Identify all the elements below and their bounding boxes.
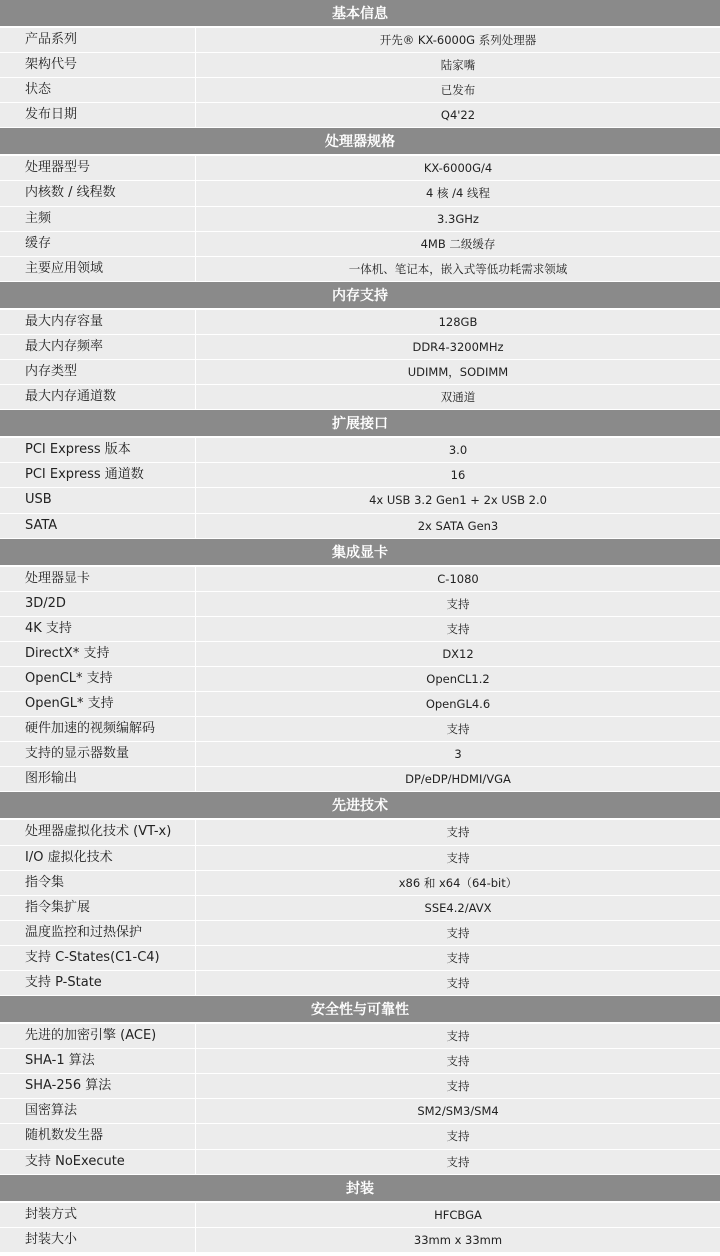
row-label: PCI Express 版本	[0, 438, 196, 462]
table-row	[0, 28, 720, 53]
row-label: OpenGL* 支持	[0, 692, 196, 716]
row-label: 硬件加速的视频编解码	[0, 717, 196, 741]
table-row	[0, 1124, 720, 1149]
row-value: Q4'22	[440, 108, 476, 123]
row-label: 发布日期	[0, 103, 196, 127]
table-row	[0, 820, 720, 845]
table-row	[0, 1203, 720, 1228]
row-label: 处理器虚拟化技术 (VT-x)	[0, 820, 196, 844]
table-row	[0, 871, 720, 896]
row-value: OpenCL1.2	[426, 671, 490, 686]
row-label: 处理器显卡	[0, 567, 196, 591]
table-row	[0, 335, 720, 360]
row-label: 内核数 / 线程数	[0, 181, 196, 205]
table-row	[0, 78, 720, 103]
section-header: 处理器规格	[0, 128, 720, 156]
table-row	[0, 257, 720, 282]
row-label: 状态	[0, 78, 196, 102]
table-row	[0, 717, 720, 742]
row-label: 温度监控和过热保护	[0, 921, 196, 945]
row-value: 支持	[446, 925, 470, 940]
table-row	[0, 156, 720, 181]
table-row	[0, 232, 720, 257]
row-value: UDIMM，SODIMM	[407, 365, 509, 380]
row-value: 支持	[446, 722, 470, 737]
section-header: 扩展接口	[0, 410, 720, 438]
table-row	[0, 488, 720, 513]
row-value: 4x USB 3.2 Gen1 + 2x USB 2.0	[369, 493, 547, 508]
row-value: SSE4.2/AVX	[424, 900, 492, 915]
row-label: 支持 NoExecute	[0, 1150, 196, 1174]
row-value: 一体机、笔记本，嵌入式等低功耗需求领域	[348, 261, 568, 276]
row-value: 3.3GHz	[437, 211, 479, 226]
row-value: 已发布	[440, 83, 476, 98]
row-label: 最大内存容量	[0, 310, 196, 334]
row-value: 2x SATA Gen3	[417, 518, 499, 533]
row-label: 缓存	[0, 232, 196, 256]
table-row	[0, 767, 720, 792]
row-value: 开先® KX-6000G 系列处理器	[379, 33, 537, 47]
table-row	[0, 360, 720, 385]
row-label: 3D/2D	[0, 592, 196, 616]
row-value: DX12	[442, 646, 474, 661]
row-value: OpenGL4.6	[425, 697, 491, 712]
table-row	[0, 592, 720, 617]
table-row	[0, 1024, 720, 1049]
row-value: 3.0	[448, 443, 468, 458]
row-label: OpenCL* 支持	[0, 667, 196, 691]
table-row	[0, 1150, 720, 1175]
section-header: 内存支持	[0, 282, 720, 310]
table-row	[0, 181, 720, 206]
row-value: 支持	[446, 621, 470, 636]
table-row	[0, 667, 720, 692]
row-label: 架构代号	[0, 53, 196, 77]
table-row	[0, 896, 720, 921]
row-label: 最大内存频率	[0, 335, 196, 359]
row-value: 陆家嘴	[440, 58, 476, 73]
row-value: 支持	[446, 976, 470, 990]
row-label: PCI Express 通道数	[0, 463, 196, 487]
table-row	[0, 514, 720, 539]
row-value: 支持	[446, 825, 470, 840]
row-value: DP/eDP/HDMI/VGA	[405, 772, 511, 787]
section-header: 封装	[0, 1175, 720, 1203]
row-label: SATA	[0, 514, 196, 538]
table-row	[0, 53, 720, 78]
row-value: 支持	[446, 1154, 470, 1169]
row-value: SM2/SM3/SM4	[417, 1104, 499, 1119]
table-row	[0, 971, 720, 996]
row-label: 指令集扩展	[0, 896, 196, 920]
row-label: 处理器型号	[0, 156, 196, 180]
row-value: 支持	[446, 596, 470, 611]
row-value: x86 和 x64（64-bit）	[398, 875, 518, 890]
section-header: 安全性与可靠性	[0, 996, 720, 1024]
table-row	[0, 642, 720, 667]
row-value: KX-6000G/4	[423, 161, 493, 176]
table-row	[0, 1099, 720, 1124]
table-row	[0, 567, 720, 592]
table-row	[0, 463, 720, 488]
row-value: DDR4-3200MHz	[412, 339, 504, 354]
row-value: 支持	[446, 950, 470, 965]
row-label: 封装大小	[0, 1228, 196, 1252]
row-label: 4K 支持	[0, 617, 196, 641]
table-row	[0, 692, 720, 717]
row-label: 最大内存通道数	[0, 385, 196, 409]
row-label: 支持的显示器数量	[0, 742, 196, 766]
row-label: 支持 C-States(C1-C4)	[0, 946, 196, 970]
row-label: SHA-1 算法	[0, 1049, 196, 1073]
row-label: 主频	[0, 207, 196, 231]
table-row	[0, 617, 720, 642]
row-value: C-1080	[437, 571, 479, 586]
row-label: 封装方式	[0, 1203, 196, 1227]
row-value: 4MB 二级缓存	[420, 236, 496, 251]
row-value: 支持	[446, 1029, 470, 1044]
row-value: 16	[450, 468, 466, 483]
row-label: 主要应用领域	[0, 257, 196, 281]
table-row	[0, 1074, 720, 1099]
row-label: I/O 虚拟化技术	[0, 846, 196, 870]
table-row	[0, 1049, 720, 1074]
table-row	[0, 921, 720, 946]
table-row	[0, 207, 720, 232]
row-label: SHA-256 算法	[0, 1074, 196, 1098]
row-value: 支持	[446, 850, 470, 865]
row-value: 支持	[446, 1129, 470, 1144]
row-label: DirectX* 支持	[0, 642, 196, 666]
section-header: 基本信息	[0, 0, 720, 28]
row-label: 指令集	[0, 871, 196, 895]
row-value: 128GB	[438, 314, 478, 329]
section-header: 先进技术	[0, 792, 720, 820]
table-row	[0, 1228, 720, 1253]
section-header: 集成显卡	[0, 539, 720, 567]
row-value: 支持	[446, 1054, 470, 1069]
row-value: 4 核 /4 线程	[426, 186, 490, 201]
table-row	[0, 742, 720, 767]
row-label: 支持 P-State	[0, 971, 196, 995]
table-row	[0, 310, 720, 335]
table-row	[0, 946, 720, 971]
row-value: 支持	[446, 1079, 470, 1094]
table-row	[0, 385, 720, 410]
row-value: HFCBGA	[434, 1207, 482, 1222]
row-label: USB	[0, 488, 196, 512]
row-label: 先进的加密引擎 (ACE)	[0, 1024, 196, 1048]
row-label: 国密算法	[0, 1099, 196, 1123]
row-label: 内存类型	[0, 360, 196, 384]
table-row	[0, 846, 720, 871]
row-label: 随机数发生器	[0, 1124, 196, 1148]
table-row	[0, 103, 720, 128]
row-value: 双通道	[440, 390, 476, 405]
row-value: 3	[454, 747, 462, 762]
row-label: 图形输出	[0, 767, 196, 791]
row-value: 33mm x 33mm	[413, 1232, 503, 1247]
table-row	[0, 438, 720, 463]
row-label: 产品系列	[0, 28, 196, 52]
